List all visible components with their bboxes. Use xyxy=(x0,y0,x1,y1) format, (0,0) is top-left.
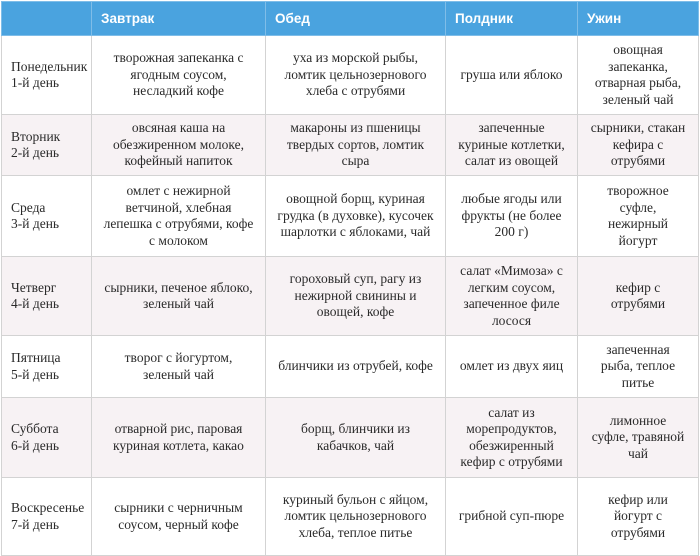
cell-line: чай xyxy=(627,445,648,461)
cell-line: грибной суп-пюре xyxy=(458,508,565,524)
snack-cell xyxy=(446,478,578,556)
cell-line: 6-й день xyxy=(11,437,60,453)
cell-line: салат «Мимоза» с xyxy=(460,263,563,278)
lunch-cell xyxy=(266,257,446,336)
cell-line: кефир с xyxy=(615,279,661,295)
day-cell xyxy=(2,257,92,336)
cell-line: ломтик цельнозернового xyxy=(284,66,427,82)
table-row xyxy=(2,115,699,176)
cell-line: нежирной свинины и xyxy=(294,287,417,303)
cell-line: 4-й день xyxy=(11,296,60,311)
cell-line: ягодным соусом, xyxy=(130,66,227,82)
cell-line: омлет из двух яиц xyxy=(459,358,564,374)
cell-line: фрукты (не более xyxy=(461,207,562,223)
cell-line: отварной рис, паровая xyxy=(114,421,243,436)
snack-cell xyxy=(446,398,578,478)
breakfast-cell xyxy=(92,257,266,336)
cell-line: овощная xyxy=(613,42,663,57)
cell-line: кефир с отрубями xyxy=(460,454,563,469)
cell-line: морепродуктов, xyxy=(466,421,557,436)
lunch-cell xyxy=(266,36,446,115)
dinner-cell xyxy=(578,176,699,257)
header-dinner: Ужин xyxy=(578,2,699,36)
cell-line: Пятница xyxy=(11,350,61,365)
breakfast-cell xyxy=(92,36,266,115)
header-breakfast: Завтрак xyxy=(92,2,266,36)
cell-line: кефира с xyxy=(612,136,664,152)
cell-line: легким соусом, xyxy=(467,279,556,295)
cell-line: лосося xyxy=(491,312,532,328)
breakfast-cell xyxy=(92,115,266,176)
cell-line: овощей, кофе xyxy=(316,304,395,320)
cell-line: сырники с черничным xyxy=(114,500,243,515)
cell-line: рыба, теплое xyxy=(600,358,676,374)
cell-line: кофейный напиток xyxy=(124,153,233,169)
cell-line: 5-й день xyxy=(11,366,60,382)
cell-line: овощной борщ, куриная xyxy=(286,191,425,207)
cell-line: 2-й день xyxy=(11,145,60,160)
cell-line: запеченная xyxy=(606,341,670,357)
cell-line: омлет с нежирной xyxy=(126,183,231,198)
cell-line: лепешка с отрубями, кофе xyxy=(103,216,254,231)
cell-line: несладкий кофе xyxy=(133,83,224,99)
cell-line: куриный бульон с яйцом, xyxy=(282,491,429,507)
cell-line: салат из xyxy=(488,404,535,420)
cell-line: овсяная каша на xyxy=(131,120,226,136)
cell-line: запеканка, xyxy=(608,58,668,74)
header-corner xyxy=(2,2,92,36)
snack-cell xyxy=(446,115,578,176)
dinner-cell xyxy=(578,36,699,115)
dinner-cell xyxy=(578,398,699,478)
cell-line: с молоком xyxy=(149,232,208,248)
header-snack: Полдник xyxy=(446,2,578,36)
cell-line: грудка (в духовке), кусочек xyxy=(277,207,434,223)
table-row xyxy=(2,336,699,398)
cell-line: хлеба, теплое питье xyxy=(298,524,413,540)
table-row xyxy=(2,478,699,556)
cell-line: питье xyxy=(621,374,655,390)
cell-line: йогурт с xyxy=(613,508,663,524)
cell-line: лимонное xyxy=(609,412,667,428)
day-cell xyxy=(2,398,92,478)
day-cell xyxy=(2,336,92,398)
table-row xyxy=(2,398,699,478)
day-cell xyxy=(2,36,92,115)
header-row xyxy=(2,2,699,36)
dinner-cell xyxy=(578,478,699,556)
cell-line: гороховый суп, рагу из xyxy=(289,271,422,287)
meal-plan-table-container xyxy=(1,1,698,544)
cell-line: груша или яблоко xyxy=(460,66,563,82)
breakfast-cell xyxy=(92,336,266,398)
header-lunch: Обед xyxy=(266,2,446,36)
cell-line: 7-й день xyxy=(11,516,60,532)
meal-plan-table xyxy=(1,1,699,556)
cell-line: салат из овощей xyxy=(464,153,559,169)
cell-line: Понедельник xyxy=(11,58,88,74)
cell-line: запеченное филе xyxy=(463,296,560,311)
breakfast-cell xyxy=(92,176,266,257)
dinner-cell xyxy=(578,257,699,336)
snack-cell xyxy=(446,36,578,115)
cell-line: Вторник xyxy=(11,128,61,144)
cell-line: ломтик цельнозернового xyxy=(284,508,427,524)
cell-line: макароны из пшеницы xyxy=(290,120,421,136)
cell-line: кефир или xyxy=(608,491,668,507)
cell-line: зеленый чай xyxy=(143,296,214,311)
lunch-cell xyxy=(266,115,446,176)
cell-line: 3-й день xyxy=(11,216,60,231)
snack-cell xyxy=(446,176,578,257)
cell-line: творожное xyxy=(607,183,669,198)
lunch-cell xyxy=(266,176,446,257)
cell-line: творожная запеканка с xyxy=(113,50,244,66)
cell-line: зеленый чай xyxy=(602,91,674,107)
cell-line: ветчиной, хлебная xyxy=(125,199,232,215)
cell-line: кабачков, чай xyxy=(316,437,395,453)
lunch-cell xyxy=(266,478,446,556)
cell-line: хлеба с отрубями xyxy=(305,83,406,99)
cell-line: отрубями xyxy=(610,296,666,311)
snack-cell xyxy=(446,336,578,398)
lunch-cell xyxy=(266,336,446,398)
cell-line: отрубями xyxy=(610,153,666,169)
cell-line: борщ, блинчики из xyxy=(301,421,410,436)
table-row xyxy=(2,257,699,336)
cell-line: Четверг xyxy=(11,279,57,295)
snack-cell xyxy=(446,257,578,336)
dinner-cell xyxy=(578,336,699,398)
cell-line: соусом, черный кофе xyxy=(118,516,239,532)
cell-line: уха из морской рыбы, xyxy=(292,50,418,66)
cell-line: куриные котлетки, xyxy=(458,136,565,152)
day-cell xyxy=(2,478,92,556)
cell-line: Суббота xyxy=(11,421,59,436)
cell-line: суфле, травяной xyxy=(591,429,685,445)
cell-line: зеленый чай xyxy=(143,366,214,382)
cell-line: отрубями xyxy=(610,524,666,540)
cell-line: запеченные xyxy=(478,120,545,136)
cell-line: 1-й день xyxy=(11,75,60,90)
cell-line: сыра xyxy=(341,153,370,169)
breakfast-cell xyxy=(92,478,266,556)
cell-line: твердых сортов, ломтик xyxy=(286,136,425,152)
cell-line: Воскресенье xyxy=(11,500,85,515)
lunch-cell xyxy=(266,398,446,478)
cell-line: нежирный xyxy=(607,216,669,231)
day-cell xyxy=(2,176,92,257)
table-row xyxy=(2,176,699,257)
cell-line: сырники, печеное яблоко, xyxy=(104,279,253,295)
cell-line: сырники, стакан xyxy=(590,120,686,136)
table-row xyxy=(2,36,699,115)
day-cell xyxy=(2,115,92,176)
cell-line: йогурт xyxy=(618,232,658,248)
breakfast-cell xyxy=(92,398,266,478)
cell-line: куриная котлета, какао xyxy=(113,437,244,453)
cell-line: обезжиренный xyxy=(469,437,554,453)
cell-line: Среда xyxy=(11,199,46,215)
cell-line: 200 г) xyxy=(494,224,529,240)
cell-line: шарлотки с яблоками, чай xyxy=(280,224,431,240)
cell-line: обезжиренном молоке, xyxy=(112,136,245,152)
cell-line: суфле, xyxy=(619,199,657,215)
cell-line: блинчики из отрубей, кофе xyxy=(278,358,433,374)
table-body xyxy=(2,36,699,556)
cell-line: любые ягоды или xyxy=(461,191,562,207)
cell-line: отварная рыба, xyxy=(594,75,682,90)
dinner-cell xyxy=(578,115,699,176)
cell-line: творог с йогуртом, xyxy=(124,350,233,365)
